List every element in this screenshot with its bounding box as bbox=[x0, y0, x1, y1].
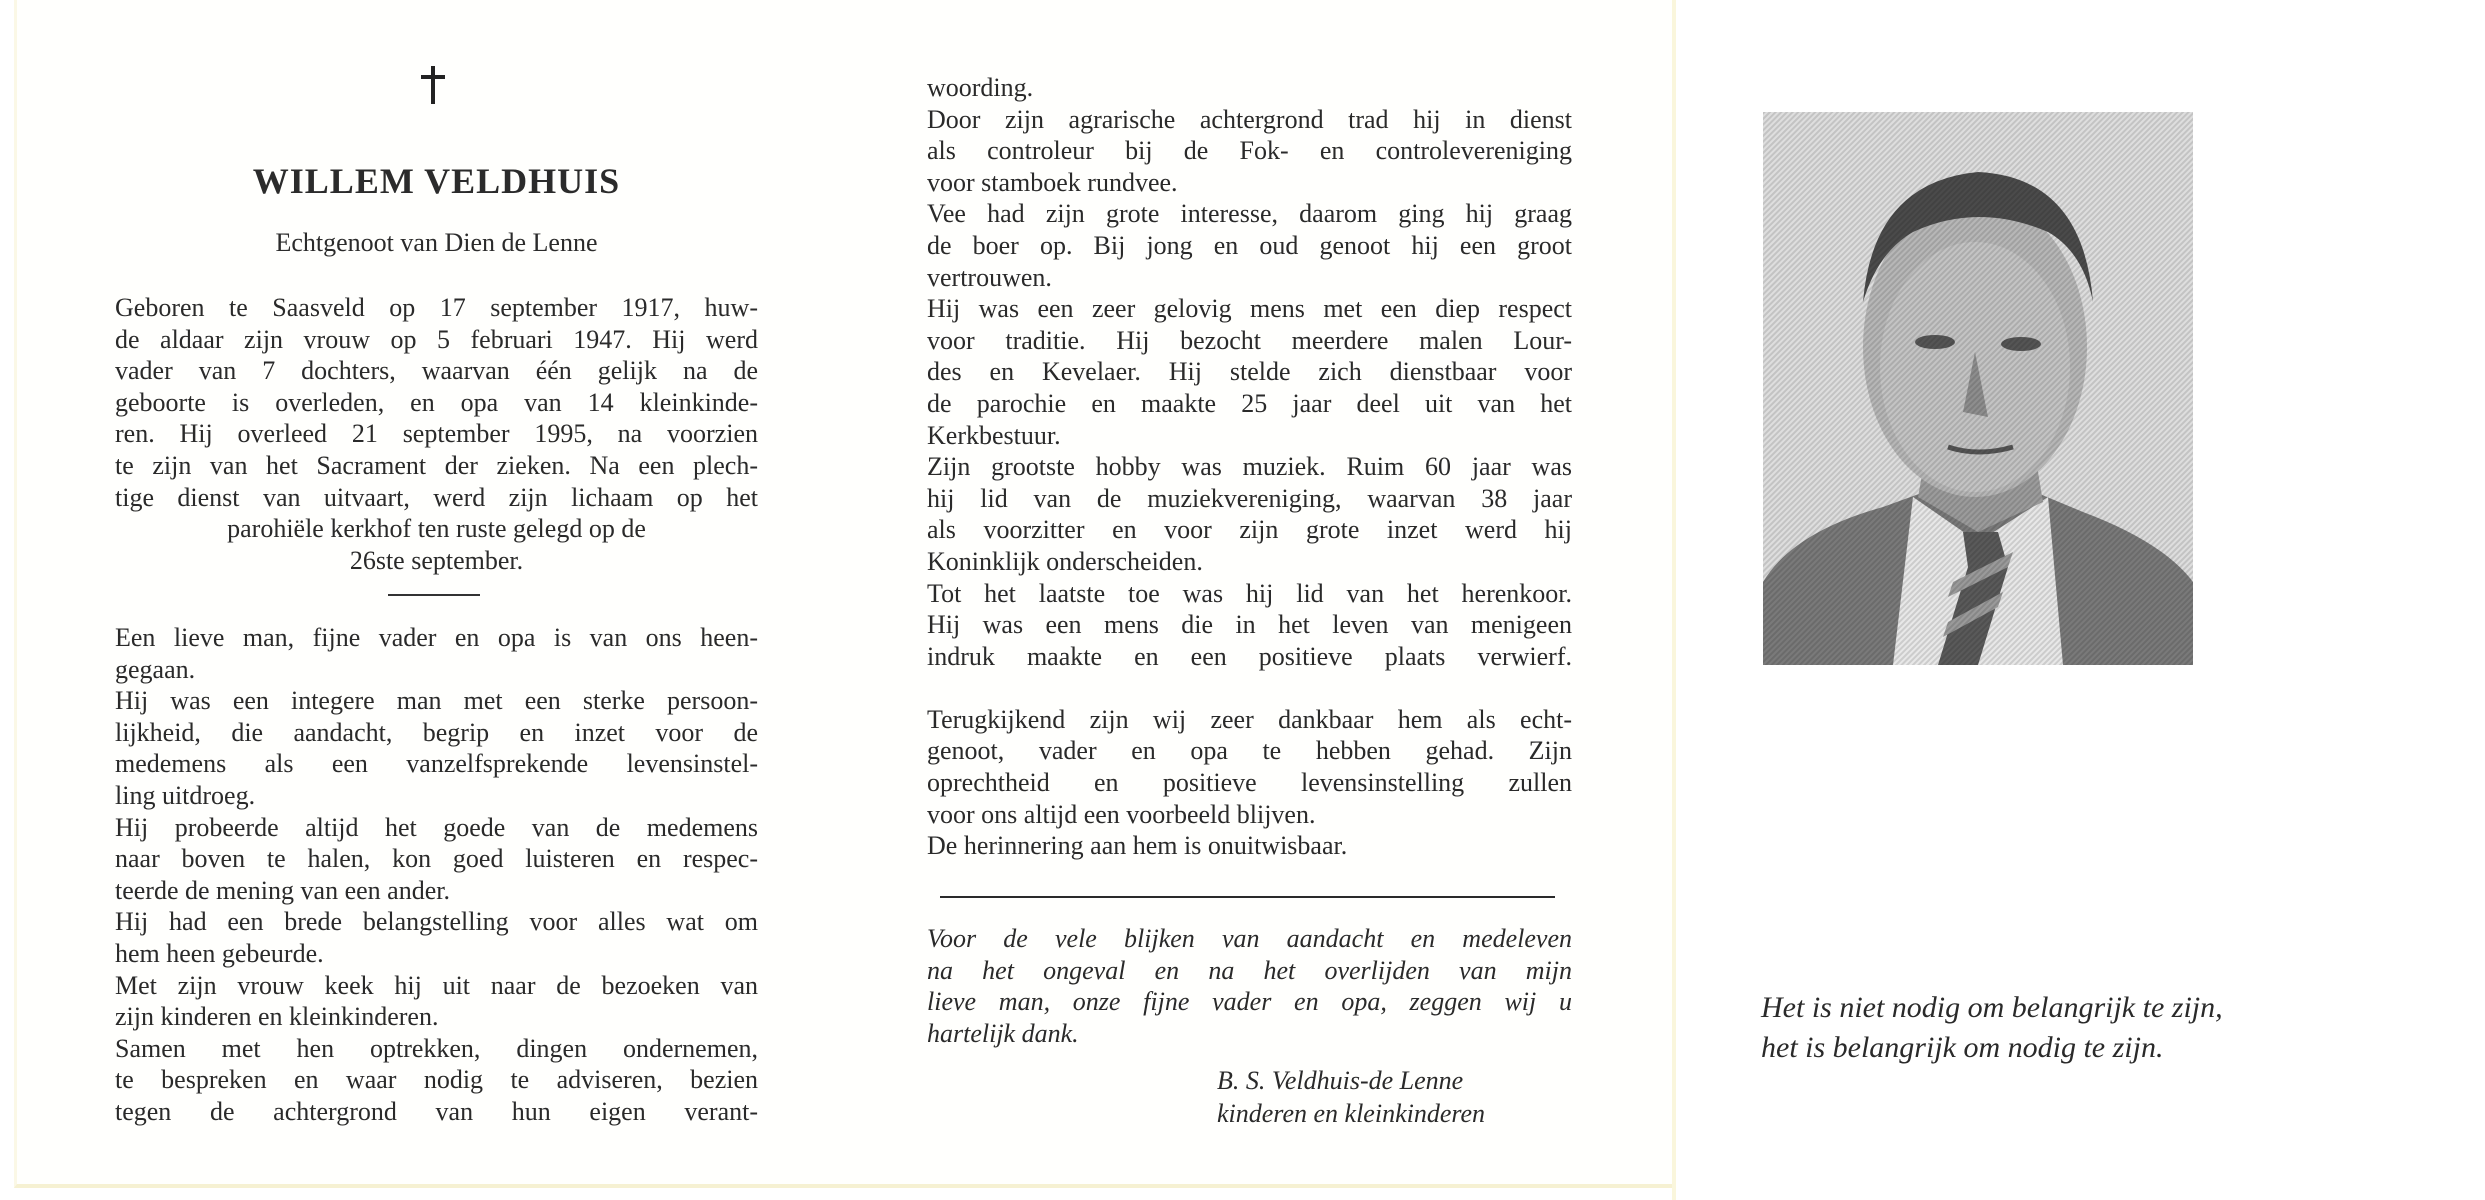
text-line: naar boven te halen, kon goed luisteren en respec- bbox=[115, 844, 758, 874]
text-line: Samen met hen optrekken, dingen ondernemen, bbox=[115, 1033, 758, 1063]
text-line: Hij had een brede belangstelling voor alles wat om bbox=[115, 907, 758, 937]
text-line: des en Kevelaer. Hij stelde zich dienstbaar voor bbox=[927, 357, 1572, 387]
text-line: medemens als een vanzelfsprekende levensinstel- bbox=[115, 749, 758, 779]
text-line: Hij probeerde altijd het goede van de medemens bbox=[115, 812, 758, 842]
text-line: Tot het laatste toe was hij lid van het herenkoor. bbox=[927, 578, 1572, 608]
text-line: woording. bbox=[927, 73, 1034, 102]
signature-block bbox=[1217, 1064, 1485, 1130]
text-line: indruk maakte en een positieve plaats verwierf. bbox=[927, 641, 1572, 671]
text-line: Voor de vele blijken van aandacht en medeleven bbox=[927, 924, 1572, 953]
text-line: te bespreken en waar nodig te adviseren, bezien bbox=[115, 1065, 758, 1095]
text-line: vertrouwen. bbox=[927, 262, 1052, 292]
text-line: ling uitdroeg. bbox=[115, 780, 256, 810]
text-line: Koninklijk onderscheiden. bbox=[927, 546, 1203, 576]
text-line: oprechtheid en positieve levensinstelling zullen bbox=[927, 768, 1572, 798]
text-line: De herinnering aan hem is onuitwisbaar. bbox=[927, 831, 1348, 861]
spouse-line: Echtgenoot van Dien de Lenne bbox=[275, 228, 598, 257]
memorial-quote bbox=[1761, 988, 2223, 1068]
text-line: voor traditie. Hij bezocht meerdere malen Lour- bbox=[927, 325, 1572, 355]
text-line: Met zijn vrouw keek hij uit naar de bezoeken van bbox=[115, 970, 758, 1000]
text-line: zijn kinderen en kleinkinderen. bbox=[115, 1002, 439, 1032]
text-line: Door zijn agrarische achtergrond trad hij in dienst bbox=[927, 104, 1572, 134]
text-line: tegen de achtergrond van hun eigen verant- bbox=[115, 1096, 758, 1126]
text-line: lieve man, onze fijne vader en opa, zeggen wij u bbox=[927, 987, 1572, 1017]
signature-line: kinderen en kleinkinderen bbox=[1217, 1099, 1486, 1128]
biography-line: te zijn van het Sacrament der zieken. Na een plech- bbox=[115, 450, 758, 480]
text-line: als controleur bij de Fok- en controlevereniging bbox=[927, 136, 1572, 166]
biography-line: vader van 7 dochters, waarvan één gelijk na de bbox=[115, 356, 758, 386]
text-line: Terugkijkend zijn wij zeer dankbaar hem als echt- bbox=[927, 704, 1572, 734]
text-line: voor stamboek rundvee. bbox=[927, 167, 1178, 197]
biography-line: 26ste september. bbox=[349, 545, 524, 575]
section-divider bbox=[388, 594, 480, 596]
text-line: gegaan. bbox=[115, 654, 196, 684]
text-line: de parochie en maakte 25 jaar deel uit van het bbox=[927, 388, 1572, 418]
cross-icon bbox=[421, 66, 445, 106]
text-line: Hij was een integere man met een sterke persoon- bbox=[115, 686, 758, 716]
thank-you-note bbox=[927, 923, 1572, 1049]
text-line: teerde de mening van een ander. bbox=[115, 875, 450, 905]
quote-line: Het is niet nodig om belangrijk te zijn, bbox=[1761, 991, 2223, 1024]
text-line: Zijn grootste hobby was muziek. Ruim 60 jaar was bbox=[927, 452, 1572, 482]
portrait-photo bbox=[1763, 112, 2193, 665]
biography-line: tige dienst van uitvaart, werd zijn lichaam op het bbox=[115, 482, 758, 512]
text-line: lijkheid, die aandacht, begrip en inzet voor de bbox=[115, 717, 758, 747]
quote-line: het is belangrijk om nodig te zijn. bbox=[1761, 1031, 2164, 1064]
text-line: Vee had zijn grote interesse, daarom ging hij graag bbox=[927, 199, 1572, 229]
text-line: Een lieve man, fijne vader en opa is van ons heen- bbox=[115, 623, 758, 652]
section-divider bbox=[940, 896, 1555, 898]
text-line: na het ongeval en na het overlijden van mijn bbox=[927, 955, 1572, 985]
text-line: genoot, vader en opa te hebben gehad. Zijn bbox=[927, 736, 1572, 766]
text-line: hij lid van de muziekvereniging, waarvan 38 jaar bbox=[927, 483, 1572, 513]
biography-line: geboorte is overleden, en opa van 14 kleinkinde- bbox=[115, 387, 758, 417]
deceased-name: WILLEM VELDHUIS bbox=[252, 161, 621, 201]
text-line: Hij was een zeer gelovig mens met een diep respect bbox=[927, 294, 1572, 324]
tribute-text-middle bbox=[927, 72, 1572, 862]
biography-line: Geboren te Saasveld op 17 september 1917, huw- bbox=[115, 293, 758, 322]
tribute-text-left bbox=[115, 622, 758, 1128]
biography-line: parohiële kerkhof ten ruste gelegd op de bbox=[227, 514, 646, 544]
paragraph-gap bbox=[927, 672, 1572, 704]
text-line: hem heen gebeurde. bbox=[115, 938, 324, 968]
biography-line: de aldaar zijn vrouw op 5 februari 1947. Hij werd bbox=[115, 324, 758, 354]
biography-line: ren. Hij overleed 21 september 1995, na voorzien bbox=[115, 419, 758, 449]
left-column bbox=[115, 292, 758, 576]
text-line: hartelijk dank. bbox=[927, 1018, 1079, 1048]
text-line: Hij was een mens die in het leven van menigeen bbox=[927, 610, 1572, 640]
text-line: Kerkbestuur. bbox=[927, 420, 1061, 450]
text-line: voor ons altijd een voorbeeld blijven. bbox=[927, 799, 1316, 829]
signature-line: B. S. Veldhuis-de Lenne bbox=[1217, 1066, 1464, 1095]
text-line: als voorzitter en voor zijn grote inzet werd hij bbox=[927, 515, 1572, 545]
text-line: de boer op. Bij jong en oud genoot hij een groot bbox=[927, 230, 1572, 260]
